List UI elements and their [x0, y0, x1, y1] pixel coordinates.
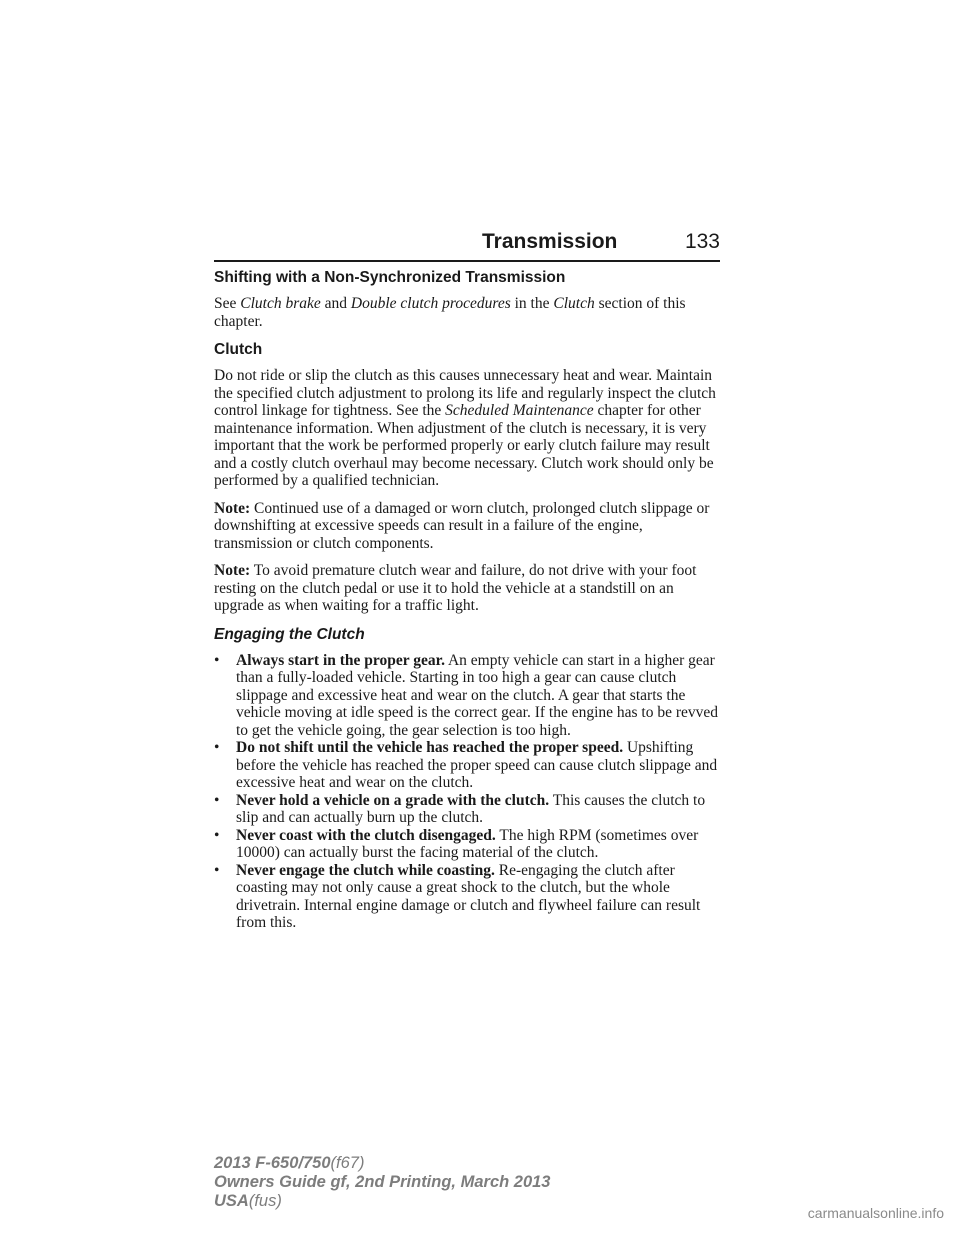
list-item: [214, 792, 720, 827]
reference-clutch-brake: Clutch brake: [240, 295, 321, 312]
footer-model-code: (f67): [330, 1154, 365, 1172]
reference-clutch: Clutch: [553, 295, 595, 312]
page-footer: [214, 1154, 551, 1211]
reference-double-clutch: Double clutch procedures: [350, 295, 511, 312]
paragraph-clutch: [214, 367, 720, 490]
section-heading-engaging-clutch: Engaging the Clutch: [214, 625, 365, 643]
text: Do not ride or slip the clutch as this causes unnecessary heat and wear. Maintain the specified clutch adjustment to prolong its life and regularly inspect the clutch control linkage for tightness. See the: [214, 367, 716, 419]
footer-market: USA: [214, 1192, 249, 1210]
bullet-icon: •: [214, 826, 220, 844]
bullet-bold-text: Never hold a vehicle on a grade with the clutch.: [236, 791, 550, 809]
section-heading-clutch: Clutch: [214, 341, 263, 358]
page-content: [214, 268, 720, 932]
page-number: 133: [684, 230, 720, 253]
bullet-bold-text: Always start in the proper gear.: [236, 651, 445, 669]
note-text: To avoid premature clutch wear and failure, do not drive with your foot resting on the clutch pedal or use it to hold the vehicle at a standstill on an upgrade as when waiting for a traffic light.: [214, 562, 697, 614]
bullet-text: An empty vehicle can start in a higher gear than a fully-loaded vehicle. Starting in too high a gear can cause clutch slippage and excessive heat and wear on the clutch. A gear that starts the vehicle moving at idle speed is the correct gear. If the engine has to be revved to get the vehicle going, the gear selection is too high.: [236, 651, 719, 739]
footer-market-line: [214, 1192, 551, 1211]
bullet-text: Re-engaging the clutch after coasting may not only cause a great shock to the clutch, but the whole drivetrain. Internal engine damage or clutch and flywheel failure can result from this.: [236, 861, 701, 931]
watermark: carmanualsonline.info: [807, 1205, 944, 1221]
text: and: [320, 295, 351, 312]
list-item: [214, 862, 720, 932]
bullet-icon: •: [214, 739, 220, 756]
bullet-icon: •: [214, 861, 220, 879]
note-text: Continued use of a damaged or worn clutch, prolonged clutch slippage or downshifting at excessive speeds can result in a failure of the engine, transmission or clutch components.: [214, 499, 710, 552]
bullet-bold-text: Never coast with the clutch disengaged.: [236, 826, 496, 844]
text: in the: [510, 295, 554, 312]
footer-guide-line: Owners Guide gf, 2nd Printing, March 2013: [214, 1173, 551, 1191]
bullet-text: The high RPM (sometimes over 10000) can actually burst the facing material of the clutch.: [236, 826, 699, 861]
chapter-title: Transmission: [482, 230, 618, 253]
bullet-bold-text: Do not shift until the vehicle has reached the proper speed.: [236, 739, 624, 756]
text: chapter for other maintenance information. When adjustment of the clutch is necessary, it is very important that the work be performed properly or early clutch failure may result and a costly clutch overhaul may become necessary. Clutch work should only be performed by a qualified technician.: [214, 402, 714, 489]
bullet-icon: •: [214, 651, 220, 669]
note-paragraph-2: [214, 562, 720, 615]
footer-market-code: (fus): [248, 1192, 282, 1210]
section-heading-non-synchronized: Shifting with a Non-Synchronized Transmission: [214, 269, 566, 286]
footer-model-line: [214, 1154, 551, 1173]
note-label: Note:: [214, 562, 251, 579]
list-item: [214, 739, 720, 792]
bullet-text: This causes the clutch to slip and can actually burn up the clutch.: [236, 791, 706, 826]
bullet-bold-text: Never engage the clutch while coasting.: [236, 861, 495, 879]
paragraph-see-clutch: [214, 295, 720, 330]
page-header: [214, 228, 720, 262]
list-item: [214, 652, 720, 740]
bullet-icon: •: [214, 791, 220, 809]
bullet-text: Upshifting before the vehicle has reached the proper speed can cause clutch slippage and excessive heat and wear on the clutch.: [236, 739, 718, 791]
reference-scheduled-maintenance: Scheduled Maintenance: [445, 402, 594, 419]
footer-model: 2013 F-650/750: [214, 1154, 331, 1172]
note-paragraph-1: [214, 500, 720, 553]
list-item: [214, 827, 720, 862]
bullet-list: [214, 652, 720, 932]
text: section of this chapter.: [214, 295, 686, 330]
text: See: [214, 295, 241, 312]
note-label: Note:: [214, 499, 251, 517]
